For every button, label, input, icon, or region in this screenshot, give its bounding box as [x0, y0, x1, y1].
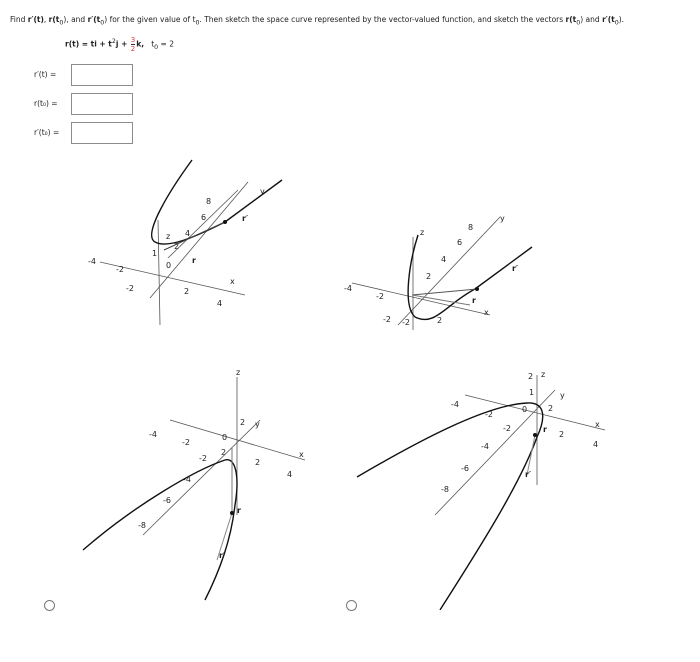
z-axis-label: z: [420, 228, 425, 237]
z-axis-label: z: [166, 232, 171, 241]
tick-x-2: 2: [437, 316, 443, 325]
tick-m2: -2: [126, 284, 134, 293]
rprime-label: r′: [242, 214, 249, 223]
origin-label: 0: [522, 405, 528, 414]
prompt-t0: t: [192, 15, 196, 24]
prompt-text-4: . Then sketch the space curve represented by the vector-valued function, and sketch the vectors: [199, 15, 566, 24]
prompt-rpt: r′(t): [27, 15, 44, 24]
prompt-rt0: r(t: [48, 15, 60, 24]
x-axis-label: x: [484, 308, 489, 317]
y-axis-label: y: [255, 420, 260, 429]
answer-label-rprime: r′(t) =: [34, 70, 57, 79]
y-axis-label: y: [260, 187, 265, 196]
graph-option-4[interactable]: [355, 365, 615, 610]
tick-x-2: 2: [184, 287, 190, 296]
formula-t0: t: [151, 39, 155, 49]
x-axis-label: x: [299, 450, 304, 459]
r-label: r: [237, 506, 241, 515]
tick-d-2: -2: [503, 424, 511, 433]
formula-t0sub: 0: [154, 44, 159, 51]
answer-label-rt0: r(t₀) =: [34, 99, 58, 108]
tick-x-4: 4: [593, 440, 599, 449]
tick-y-6: 6: [201, 213, 207, 222]
radio-option-3[interactable]: [44, 600, 55, 611]
tick-z-1: 1: [152, 249, 158, 258]
prompt-sub-4: 0: [576, 19, 581, 27]
tick-m2b: -2: [402, 318, 410, 327]
tick-m4: -4: [451, 400, 459, 409]
formula-k: k,: [136, 39, 145, 49]
z-axis-label: z: [236, 368, 241, 377]
tick-z-2: 2: [221, 448, 227, 457]
tick-z-1: 1: [529, 388, 535, 397]
x-axis-label: x: [230, 277, 235, 286]
tangent-vector: [527, 435, 535, 475]
tick-y-2: 2: [240, 418, 246, 427]
r-label: r: [543, 425, 547, 434]
answer-input-rt0[interactable]: [71, 93, 133, 115]
tick-y-4: 4: [185, 229, 191, 238]
tick-x-4: 4: [217, 299, 223, 308]
prompt-text-3: ) for the given value of: [104, 15, 193, 24]
tick-y-2: 2: [426, 272, 432, 281]
tick-y-8: 8: [468, 223, 474, 232]
y-axis-label: y: [560, 391, 565, 400]
y-axis-label: y: [500, 214, 505, 223]
tick-y-8: 8: [206, 197, 212, 206]
prompt-sub-3: 0: [195, 19, 200, 27]
x-axis-label: x: [595, 420, 600, 429]
rprime-label: r′: [219, 551, 226, 560]
space-curve: [152, 160, 282, 244]
point-r-t0: [230, 511, 234, 515]
prompt-text-2: ), and: [63, 15, 88, 24]
answer-input-rprime[interactable]: [71, 64, 133, 86]
rprime-label: r′: [525, 470, 532, 479]
origin-label: 0: [222, 433, 228, 442]
origin-label: 0: [166, 261, 172, 270]
prompt-vec1: r(t: [565, 15, 577, 24]
prompt-sub: 0: [59, 19, 64, 27]
tick-d-8: -8: [138, 521, 146, 530]
tick-x-m4: -4: [344, 284, 352, 293]
point-r-t0: [475, 287, 479, 291]
tick-d-4: -4: [183, 475, 191, 484]
fraction-denominator: 2: [130, 45, 136, 53]
formula-lhs: r(t) = ti + t: [65, 39, 112, 49]
tick-m4: -4: [149, 430, 157, 439]
prompt-sub-2: 0: [100, 19, 105, 27]
vector-function-formula: [65, 36, 174, 53]
tick-y-4: 4: [441, 255, 447, 264]
radio-option-4[interactable]: [346, 600, 357, 611]
point-r-t0: [533, 433, 537, 437]
tick-d-2: -2: [199, 454, 207, 463]
prompt-text-6: ).: [618, 15, 625, 24]
fraction-numerator: 3: [130, 36, 136, 44]
x-axis: [352, 283, 490, 315]
tick-x-m2: -2: [376, 292, 384, 301]
tick-m2: -2: [182, 438, 190, 447]
formula-sup: 2: [111, 38, 116, 45]
prompt-rpt0: r′(t: [87, 15, 101, 24]
prompt-text: Find: [10, 15, 28, 24]
z-axis: [158, 220, 160, 325]
r-label: r: [192, 256, 196, 265]
formula-fraction: [131, 36, 135, 53]
tick-m2: -2: [383, 315, 391, 324]
space-curve: [357, 403, 543, 610]
tick-d-4: -4: [481, 442, 489, 451]
r-label: r: [472, 296, 476, 305]
tick-x-2: 2: [255, 458, 261, 467]
tick-x-m2: -2: [116, 265, 124, 274]
tick-d-6: -6: [461, 464, 469, 473]
answer-label-rprime-t0: r′(t₀) =: [34, 128, 60, 137]
tick-x-4: 4: [287, 470, 293, 479]
graph-option-3[interactable]: [75, 365, 320, 605]
formula-mid: j +: [115, 39, 128, 49]
rprime-label: r′: [512, 264, 519, 273]
tick-y-6: 6: [457, 238, 463, 247]
z-axis-label: z: [541, 370, 546, 379]
prompt-vec2: r′(t: [602, 15, 615, 24]
tick-x-2: 2: [559, 430, 565, 439]
prompt-sub-5: 0: [614, 19, 619, 27]
formula-t0val: = 2: [158, 39, 174, 49]
tick-z-2: 2: [528, 372, 534, 381]
tick-y-2: 2: [548, 404, 554, 413]
tick-m2: -2: [485, 410, 493, 419]
x-axis: [170, 420, 305, 460]
point-r-t0: [223, 220, 227, 224]
graph-option-2[interactable]: [340, 205, 555, 330]
tick-d-6: -6: [163, 496, 171, 505]
question-prompt: [10, 15, 700, 27]
graph-option-1[interactable]: [80, 150, 300, 330]
tick-y-2: 2: [174, 242, 180, 251]
prompt-sep: ,: [43, 15, 49, 24]
prompt-text-5: ) and: [580, 15, 603, 24]
tick-x-m4: -4: [88, 257, 96, 266]
y-axis: [143, 420, 260, 535]
space-curve: [83, 460, 237, 600]
answer-input-rprime-t0[interactable]: [71, 122, 133, 144]
tick-d-8: -8: [441, 485, 449, 494]
